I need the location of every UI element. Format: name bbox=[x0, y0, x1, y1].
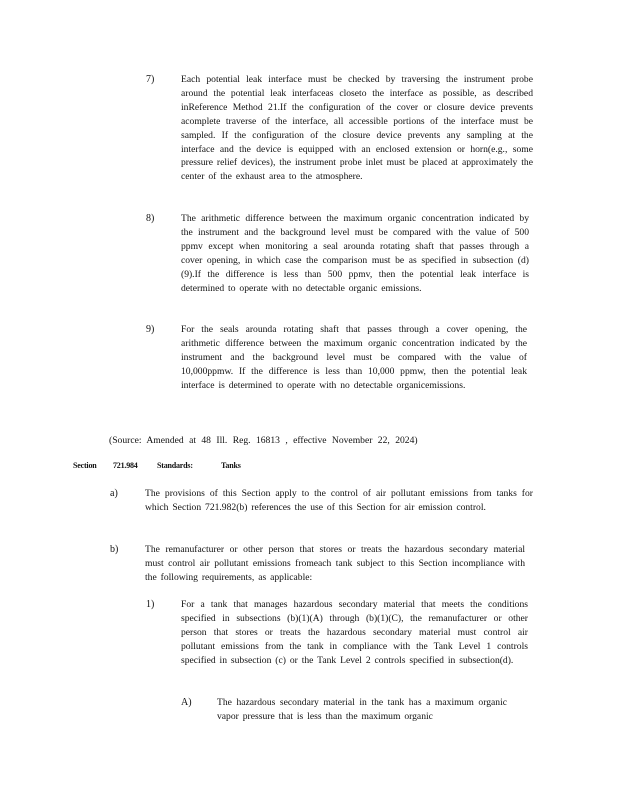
item-8-text: The arithmetic difference between the maximum organic concentration indicated by the instrument and the background level must be compared with the value of 500 ppmv except when monitoring a seal arounda rotating shaft that passes through a cover opening, in which case the comparison must be as specified in subsection (d)(9).If the difference is less than 500 ppmv, then the potential leak interface is determined to operate with no detectable organic emissions. bbox=[181, 213, 529, 294]
subsection-a-text: The provisions of this Section apply to the control of air pollutant emissions from tanks for which Section 721.982(b) references the use of this Section for air emission control. bbox=[145, 488, 533, 513]
subsection-b1A-text: The hazardous secondary material in the tank has a maximum organic vapor pressure that is less than the maximum organic bbox=[217, 697, 507, 722]
section-label: Section bbox=[73, 461, 97, 470]
section-number: 721.984 bbox=[113, 461, 138, 470]
section-title: Standards: bbox=[157, 461, 193, 470]
item-9-text: For the seals arounda rotating shaft that passes through a cover opening, the arithmetic difference between the maximum organic concentration indicated by the instrument and the background level must be compared with the value of 10,000ppmw. If the difference is less than 10,000 ppmw, then the potential leak interface is determined to operate with no detectable organicemissions. bbox=[181, 324, 527, 391]
section-subject: Tanks bbox=[221, 461, 241, 470]
subsection-b1-text: For a tank that manages hazardous secondary material that meets the conditions specified in subsections (b)(1)(A) through (b)(1)(C), the remanufacturer or other person that stores or treats the hazardous secondary material must control air pollutant emissions from the tank in compliance with the Tank Level 1 controls specified in subsection (c) or the Tank Level 2 controls specified in subsection(d). bbox=[181, 599, 528, 666]
subsection-a-label: a) bbox=[110, 488, 118, 499]
subsection-b-text: The remanufacturer or other person that stores or treats the hazardous secondary material must control air pollutant emissions fromeach tank subject to this Section incompliance with the following requirements, as applicable: bbox=[145, 544, 525, 583]
subsection-b-label: b) bbox=[110, 544, 119, 555]
item-8-label: 8) bbox=[146, 213, 155, 224]
item-9-label: 9) bbox=[146, 324, 155, 335]
item-7-label: 7) bbox=[146, 74, 155, 85]
subsection-b1A-label: A) bbox=[181, 697, 192, 708]
item-7-text: Each potential leak interface must be checked by traversing the instrument probe around the potential leak interfaceas closeto the interface as possible, as described inReference Method 21.If the configuration of the cover or closure device prevents acomplete traverse of the interface, all accessible portions of the interface must be sampled. If the configuration of the closure device prevents any sampling at the interface and the device is equipped with an enclosed extension or horn(e.g., some pressure relief devices), the instrument probe inlet must be placed at approximately the center of the exhaust area to the atmosphere. bbox=[181, 74, 533, 183]
source-note: (Source: Amended at 48 Ill. Reg. 16813 , effective November 22, 2024) bbox=[109, 435, 418, 446]
subsection-b1-label: 1) bbox=[146, 599, 155, 610]
